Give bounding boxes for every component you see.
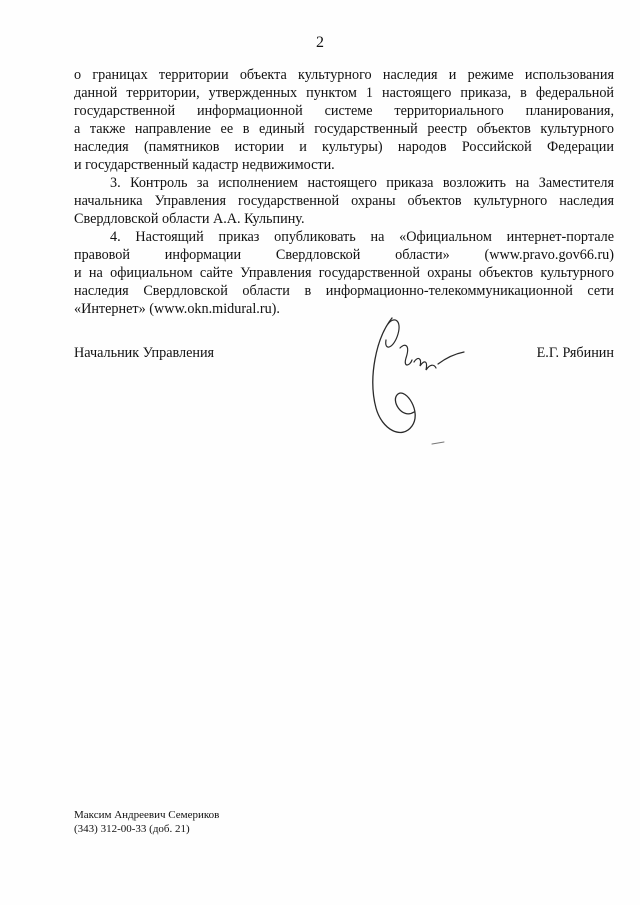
executor-name: Максим Андреевич Семериков (74, 809, 220, 821)
paragraph-item-4 (74, 228, 614, 318)
signatory-name: Е.Г. Рябинин (536, 345, 614, 361)
executor-info (74, 808, 219, 836)
text-line: а также направление ее в единый государственный реестр объектов культурного (74, 121, 614, 137)
text-line: о границах территории объекта культурного наследия и режиме использования (74, 67, 614, 83)
text-line: 4. Настоящий приказ опубликовать на «Официальном интернет-портале (110, 229, 614, 245)
document-body (74, 66, 614, 318)
paragraph-item-3 (74, 174, 614, 228)
text-line: правовой информации Свердловской области» (www.pravo.gov66.ru) (74, 247, 614, 263)
text-line: наследия (памятников истории и культуры) народов Российской Федерации (74, 139, 614, 155)
text-line: данной территории, утвержденных пунктом 1 настоящего приказа, в федеральной (74, 85, 614, 101)
text-line: Свердловской области А.А. Кульпину. (74, 211, 305, 227)
signatory-title: Начальник Управления (74, 345, 215, 361)
text-line: государственной информационной системе территориального планирования, (74, 103, 614, 119)
text-line: и на официальном сайте Управления государственной охраны объектов культурного (74, 265, 614, 281)
text-line: «Интернет» (www.okn.midural.ru). (74, 301, 280, 317)
text-line: и государственный кадастр недвижимости. (74, 157, 335, 173)
paragraph-continuation (74, 66, 614, 174)
signature-block (74, 345, 614, 365)
handwritten-signature (340, 308, 480, 458)
text-line: начальника Управления государственной охраны объектов культурного наследия (74, 193, 614, 209)
text-line: 3. Контроль за исполнением настоящего приказа возложить на Заместителя (110, 175, 614, 191)
executor-phone: (343) 312-00-33 (доб. 21) (74, 823, 190, 835)
page-number: 2 (316, 34, 324, 51)
text-line: наследия Свердловской области в информационно-телекоммуникационной сети (74, 283, 614, 299)
